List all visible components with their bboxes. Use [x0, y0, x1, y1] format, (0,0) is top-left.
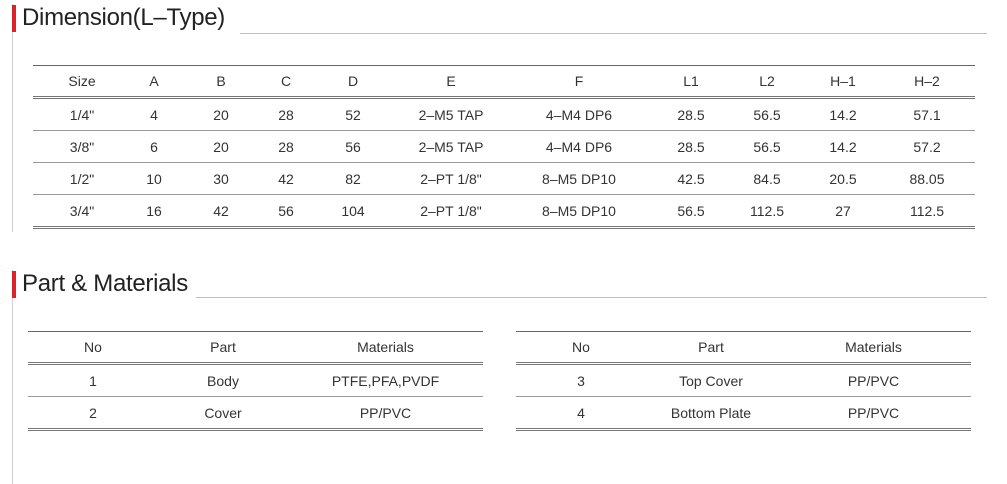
table-row: [33, 163, 975, 195]
col-header: No: [516, 332, 646, 364]
col-header: Size: [33, 66, 131, 98]
table-cell: Cover: [158, 397, 288, 430]
table-cell: 57.1: [879, 98, 975, 131]
table-cell: 56: [307, 131, 399, 163]
col-header: H–1: [807, 66, 879, 98]
table-cell: 27: [807, 195, 879, 228]
table-cell: 4: [516, 397, 646, 430]
table-cell: 3: [516, 364, 646, 397]
table-cell: 20: [177, 98, 265, 131]
col-header: H–2: [879, 66, 975, 98]
table-cell: 28: [265, 98, 307, 131]
parts-table-right: [516, 331, 971, 431]
section-left-rule: [12, 4, 13, 232]
col-header: Materials: [288, 332, 483, 364]
table-cell: 28.5: [655, 98, 727, 131]
parts-header-row: [28, 332, 483, 364]
table-row: [516, 364, 971, 397]
table-cell: 4–M4 DP6: [503, 131, 655, 163]
table-cell: 112.5: [879, 195, 975, 228]
table-cell: 56.5: [655, 195, 727, 228]
table-cell: 8–M5 DP10: [503, 163, 655, 195]
table-cell: 3/4": [33, 195, 131, 228]
table-cell: 56.5: [727, 98, 807, 131]
table-cell: 28.5: [655, 131, 727, 163]
table-cell: Top Cover: [646, 364, 776, 397]
table-cell: Body: [158, 364, 288, 397]
col-header: A: [131, 66, 177, 98]
col-header: C: [265, 66, 307, 98]
table-cell: 10: [131, 163, 177, 195]
table-cell: 88.05: [879, 163, 975, 195]
table-cell: 16: [131, 195, 177, 228]
section-left-rule: [12, 270, 13, 484]
table-cell: 2–PT 1/8": [399, 163, 503, 195]
parts-table-left: [28, 331, 483, 431]
dimension-heading-rule: [240, 33, 987, 34]
table-cell: 3/8": [33, 131, 131, 163]
col-header: Part: [158, 332, 288, 364]
col-header: No: [28, 332, 158, 364]
col-header: Materials: [776, 332, 971, 364]
table-cell: 14.2: [807, 98, 879, 131]
table-cell: 2–M5 TAP: [399, 131, 503, 163]
table-cell: PP/PVC: [776, 397, 971, 430]
heading-accent-bar: [12, 5, 16, 32]
table-row: [33, 131, 975, 163]
table-cell: PP/PVC: [776, 364, 971, 397]
col-header: D: [307, 66, 399, 98]
dimension-header-row: [33, 66, 975, 98]
table-row: [28, 397, 483, 430]
table-cell: 1: [28, 364, 158, 397]
table-cell: 20: [177, 131, 265, 163]
table-row: [516, 397, 971, 430]
table-cell: 2–M5 TAP: [399, 98, 503, 131]
parts-header-row: [516, 332, 971, 364]
table-cell: 1/2": [33, 163, 131, 195]
dimension-title: Dimension(L–Type): [22, 4, 225, 31]
table-cell: PP/PVC: [288, 397, 483, 430]
table-cell: 82: [307, 163, 399, 195]
dimension-table: [33, 65, 975, 229]
table-cell: 42.5: [655, 163, 727, 195]
table-cell: 8–M5 DP10: [503, 195, 655, 228]
col-header: F: [503, 66, 655, 98]
table-cell: PTFE,PFA,PVDF: [288, 364, 483, 397]
table-cell: 2–PT 1/8": [399, 195, 503, 228]
table-cell: 2: [28, 397, 158, 430]
heading-accent-bar: [12, 271, 16, 298]
table-cell: 6: [131, 131, 177, 163]
table-cell: 4–M4 DP6: [503, 98, 655, 131]
col-header: L2: [727, 66, 807, 98]
table-cell: 30: [177, 163, 265, 195]
table-row: [33, 98, 975, 131]
table-cell: 1/4": [33, 98, 131, 131]
table-cell: 52: [307, 98, 399, 131]
table-cell: 14.2: [807, 131, 879, 163]
table-cell: 4: [131, 98, 177, 131]
table-cell: 84.5: [727, 163, 807, 195]
col-header: Part: [646, 332, 776, 364]
col-header: E: [399, 66, 503, 98]
table-cell: 28: [265, 131, 307, 163]
table-cell: 112.5: [727, 195, 807, 228]
table-cell: 42: [265, 163, 307, 195]
table-row: [28, 364, 483, 397]
table-row: [33, 195, 975, 228]
col-header: B: [177, 66, 265, 98]
table-cell: 56.5: [727, 131, 807, 163]
col-header: L1: [655, 66, 727, 98]
table-cell: 42: [177, 195, 265, 228]
table-cell: Bottom Plate: [646, 397, 776, 430]
table-cell: 56: [265, 195, 307, 228]
table-cell: 20.5: [807, 163, 879, 195]
parts-title: Part & Materials: [22, 270, 188, 297]
table-cell: 104: [307, 195, 399, 228]
parts-heading-rule: [196, 297, 987, 298]
table-cell: 57.2: [879, 131, 975, 163]
